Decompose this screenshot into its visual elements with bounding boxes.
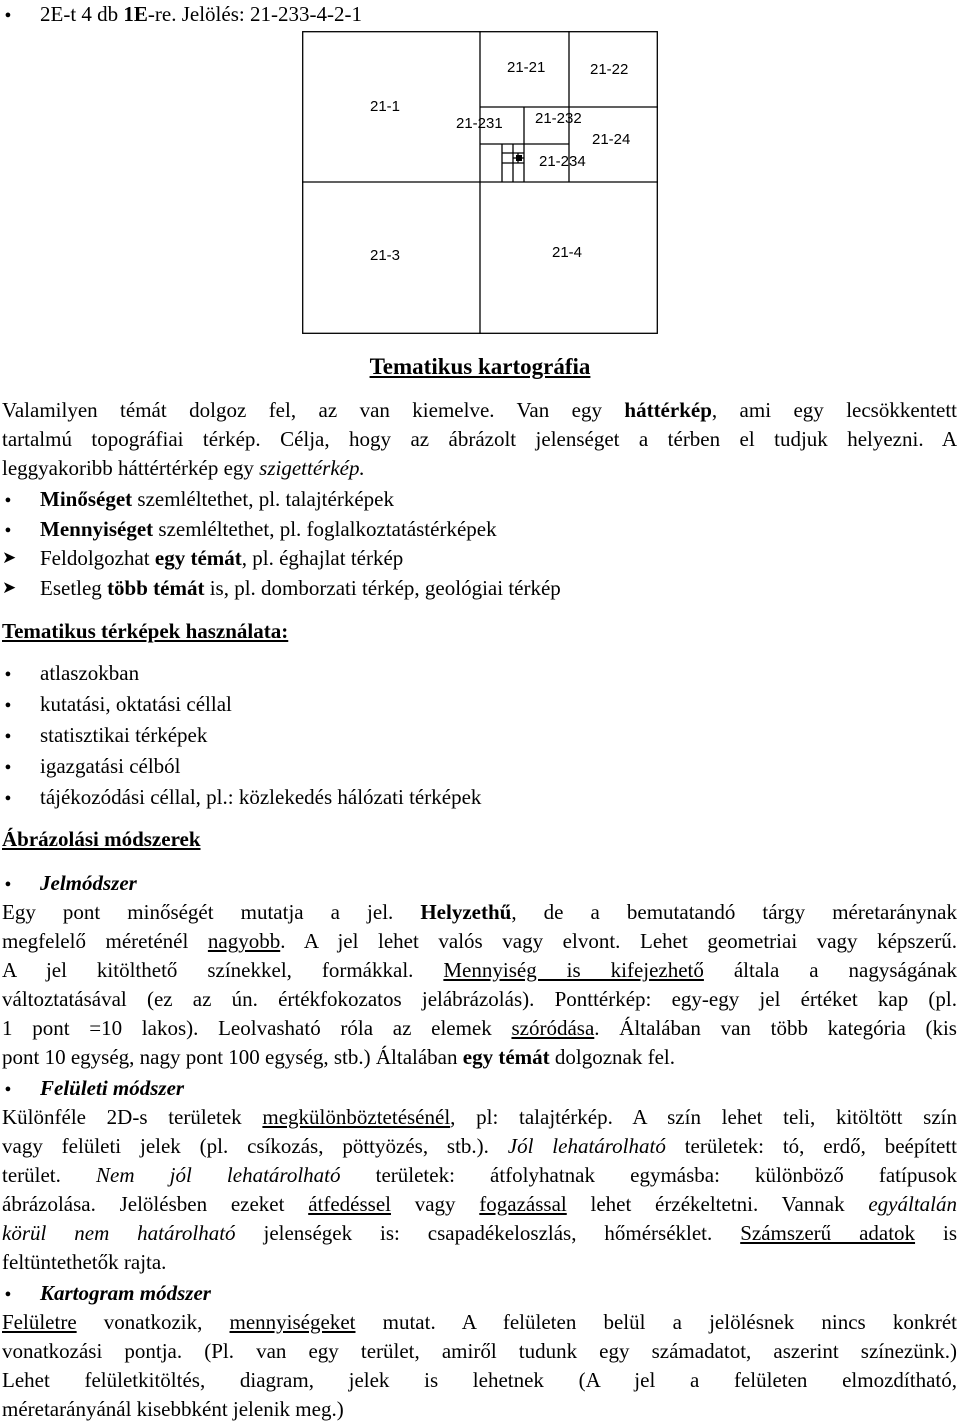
label-21-21: 21-21 (507, 59, 546, 76)
methods-heading: Ábrázolási módszerek (2, 827, 201, 851)
usage-item: statisztikai térképek (40, 723, 208, 747)
label-21-24: 21-24 (592, 131, 631, 148)
jel-line-3: A jel kitölthető színekkel, formákkal. Mennyiség is kifejezhető általa a nagyságának (2, 958, 958, 982)
bullet-icon (2, 721, 14, 755)
label-21-234: 21-234 (539, 153, 586, 170)
quadtree-diagram (302, 31, 658, 334)
bullet-icon (2, 690, 14, 724)
jel-line-1: Egy pont minőségét mutatja a jel. Helyzethű, de a bemutatandó tárgy méretaránynak (2, 900, 957, 924)
intro-line-3: leggyakoribb háttértérkép egy szigettérkép. (2, 456, 365, 480)
kart-line-1: Felületre vonatkozik, mennyiségeket mutat. A felületen belül a jelölésnek nincs konkrét (2, 1310, 958, 1334)
page-title: Tematikus kartográfia (369, 354, 591, 379)
usage-item: kutatási, oktatási céllal (40, 692, 232, 716)
fel-line-2: vagy felületi jelek (pl. csíkozás, pöttyözés, stb.). Jól lehatárolható területek: tó, erdő, beépített (2, 1134, 957, 1158)
top-bullet-text: 2E-t 4 db 1E-re. Jelölés: 21-233-4-2-1 (40, 2, 362, 26)
arrow-bullet-icon: ➤ (2, 548, 17, 568)
fel-line-4: ábrázolása. Jelölésben ezeket átfedéssel vagy fogazással lehet érzékeltetni. Vannak egyáltalán (2, 1192, 957, 1216)
bullet-quantity: Mennyiséget szemléltethet, pl. foglalkoztatástérképek (40, 517, 497, 541)
bullet-icon (2, 659, 14, 693)
jel-line-6: pont 10 egység, nagy pont 100 egység, stb.) Általában egy témát dolgoznak fel. (2, 1045, 675, 1069)
fel-line-6: feltüntethetők rajta. (2, 1250, 167, 1274)
kart-line-3: Lehet felületkitöltés, diagram, jelek is lehetnek (A jel a felületen elmozdítható, (2, 1368, 957, 1392)
jel-line-5: 1 pont =10 lakos). Leolvasható róla az elemek szóródása. Általában van több kategória (kis (2, 1016, 957, 1040)
bullet-icon (2, 752, 14, 786)
highlight-cell (516, 155, 522, 161)
kart-line-2: vonatkozási pontja. (Pl. van egy terület, amiről tudunk egy számadatot, aszerint színezünk.) (2, 1339, 957, 1363)
label-21-1: 21-1 (370, 98, 401, 115)
label-21-22: 21-22 (590, 61, 629, 78)
fel-line-5: körül nem határolható jelenségek is: csapadékeloszlás, hőmérséklet. Számszerű adatok is (2, 1221, 957, 1245)
fel-title: Felületi módszer (40, 1076, 185, 1100)
intro-line-1: Valamilyen témát dolgoz fel, az van kiemelve. Van egy háttérkép, ami egy lecsökkentett (2, 398, 957, 422)
bullet-icon (2, 783, 14, 817)
label-21-3: 21-3 (370, 247, 401, 264)
fel-line-3: terület. Nem jól lehatárolható területek: átfolyhatnak egymásba: különböző fatípusok (2, 1163, 957, 1187)
arrow-bullet-icon: ➤ (2, 578, 17, 598)
usage-item: tájékozódási céllal, pl.: közlekedés hálózati térképek (40, 785, 482, 809)
jel-line-4: változtatásával (ez az ún. értékfokozatos jelábrázolás). Ponttérkép: egy-egy jel értéket kap (pl. (2, 987, 957, 1011)
kart-title: Kartogram módszer (40, 1281, 211, 1305)
label-21-4: 21-4 (552, 244, 583, 261)
kart-line-4: méretarányánál kisebbként jelenik meg.) (2, 1397, 344, 1421)
label-21-231: 21-231 (456, 115, 503, 132)
jel-title: Jelmódszer (40, 871, 137, 895)
bullet-icon (2, 0, 14, 34)
usage-heading: Tematikus térképek használata: (2, 619, 289, 643)
label-21-232: 21-232 (535, 110, 582, 127)
usage-item: atlaszokban (40, 661, 140, 685)
arrow-item-more-themes: Esetleg több témát is, pl. domborzati térkép, geológiai térkép (40, 576, 561, 600)
usage-item: igazgatási célból (40, 754, 181, 778)
intro-line-2: tartalmú topográfiai térkép. Célja, hogy az ábrázolt jelenséget a térben el tudjuk helyezni. A (2, 427, 957, 451)
jel-line-2: megfelelő méreténél nagyobb. A jel lehet valós vagy elvont. Lehet geometriai vagy képszerű. (2, 929, 957, 953)
diagram-labels (370, 59, 630, 264)
bullet-icon (2, 485, 14, 519)
bullet-quality: Minőséget szemléltethet, pl. talajtérképek (40, 487, 394, 511)
arrow-item-one-theme: Feldolgozhat egy témát, pl. éghajlat térkép (40, 546, 404, 570)
fel-line-1: Különféle 2D-s területek megkülönböztetésénél, pl: talajtérkép. A szín lehet teli, kitöltött szín (2, 1105, 957, 1129)
